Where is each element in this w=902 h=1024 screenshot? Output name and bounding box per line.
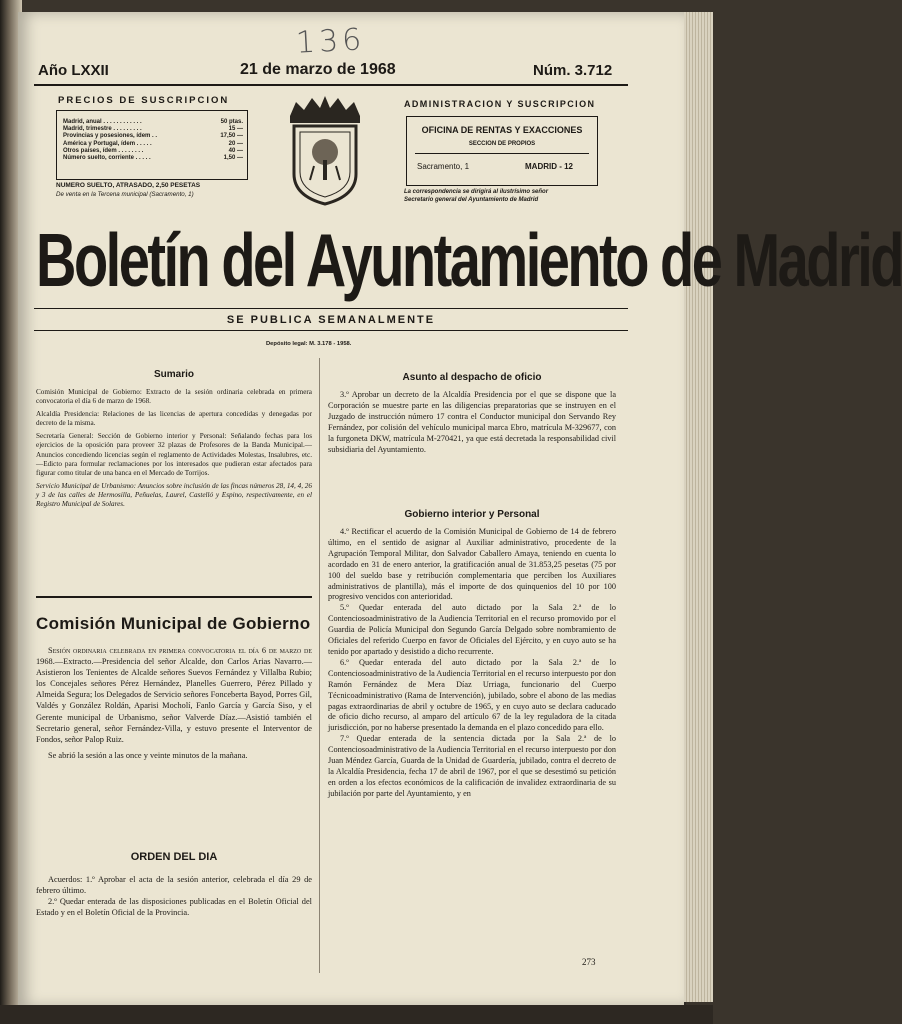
administration-heading: ADMINISTRACION Y SUSCRIPCION bbox=[404, 99, 596, 109]
prices-box bbox=[56, 110, 248, 180]
item-5-text: 5.º Quedar enterada del auto dictado por la Sala 2.ª de lo Contenciosoadministrativo de la Audiencia Territorial en el recurso promovido por el Guardia de Policía Municipal don Segundo García Delgado sobre nombramiento de Oficiales del referido Cuerpo en favor de Oficiales del Ejército, y en cuyo auto se ha tenido por apartado y desistido a dicho recurrente. bbox=[328, 603, 616, 656]
price-row: Provincias y posesiones, ídem . . 17,50 — bbox=[63, 133, 243, 140]
price-row: Madrid, trimestre . . . . . . . . . 15 — bbox=[63, 126, 243, 133]
issue-year: Año LXXII bbox=[38, 62, 109, 79]
newspaper-title: Boletín del Ayuntamiento de Madrid bbox=[36, 217, 902, 303]
handwritten-number: 136 bbox=[295, 22, 367, 61]
correspondence-note-1: La correspondencia se dirigirá al ilustrísimo señor bbox=[404, 189, 549, 195]
summary-heading: Sumario bbox=[153, 369, 194, 380]
price-row: Número suelto, corriente . . . . . 1,50 — bbox=[63, 155, 243, 162]
summary-item: Alcaldía Presidencia: Relaciones de las licencias de apertura concedidas y denegadas por decreto de la misma. bbox=[36, 410, 312, 428]
administration-box bbox=[406, 116, 598, 186]
order-of-day-heading: ORDEN DEL DIA bbox=[130, 851, 218, 863]
prices-heading: PRECIOS DE SUSCRIPCION bbox=[58, 95, 230, 106]
commission-heading: Comisión Municipal de Gobierno bbox=[36, 614, 311, 633]
commission-session bbox=[36, 645, 312, 761]
official-matter-heading: Asunto al despacho de oficio bbox=[402, 372, 542, 383]
office-address: Sacramento, 1 bbox=[417, 162, 470, 171]
item-3-text: 3.º Aprobar un decreto de la Alcaldía Presidencia por el que se dispone que la Corporación se muestre parte en las diligencias preparatorias que se instruyen en el Juzgado de instrucción número 17 contra el Conductor municipal don Servando Rey Fernández, por colisión del vehículo municipal marca Ebro, matrícula M-329677, con la furgoneta DKW, matrícula M-270421, ya que está decretada la responsabilidad civil subsidiaria del Ayuntamiento. bbox=[328, 390, 616, 454]
title-rule bbox=[34, 308, 628, 309]
sale-point: De venta en la Tercena municipal (Sacramento, 1) bbox=[56, 191, 194, 198]
item-4-text: 4.º Rectificar el acuerdo de la Comisión Municipal de Gobierno de 14 de febrero último, en el sentido de asignar al Auxiliar administrativo, procedente de la Agrupación Temporal Militar, don Salvador Caballero Amaya, teniendo en cuenta lo acordado en 31 de enero anterior, la gratificación anual de 31.853,25 pesetas (75 por 100 del sueldo base y retribución complementaria que perciben los Auxiliares administrativos de plantilla), más el importe de dos quinquenios del 10 por 100 progresivo vencidos con anterioridad. bbox=[328, 527, 616, 602]
page-stack-edge bbox=[684, 12, 713, 1002]
office-name: OFICINA DE RENTAS Y EXACCIONES bbox=[421, 125, 583, 135]
summary-list bbox=[36, 388, 312, 509]
office-rule bbox=[415, 153, 589, 154]
scan-background bbox=[0, 1005, 713, 1024]
personnel-items bbox=[328, 527, 616, 800]
office-section: SECCION DE PROPIOS bbox=[468, 141, 536, 147]
price-row: Otros países, ídem . . . . . . . . 40 — bbox=[63, 147, 243, 154]
issue-date: 21 de marzo de 1968 bbox=[240, 61, 396, 78]
price-row: América y Portugal, ídem . . . . . 20 — bbox=[63, 140, 243, 147]
agreements bbox=[36, 874, 312, 918]
agreement-2: 2.º Quedar enterada de las disposiciones publicadas en el Boletín Oficial del Estado y en el Boletín Oficial de la Provincia. bbox=[36, 897, 312, 918]
item-6-text: 6.º Quedar enterada del auto dictado por la Sala 2.ª de lo Contenciosoadministrativo de la Audiencia Territorial en el recurso interpuesto por don Ramón Fernández de Mera Díaz Urriaga, funcionario del Cuerpo Técnicoadministrativo (Rama de Intervención), jubilado, sobre el abono de las medias pagas extraordinarias de abril y octubre de 1965, y en cuyo auto se declara caducado de oficio dicho recurso, al amparo del artículo 67 de la ley reguladora de la citada jurisdicción, por no haberse presentado la demanda en el plazo concedido para ello. bbox=[328, 657, 616, 733]
personnel-heading: Gobierno interior y Personal bbox=[404, 509, 540, 520]
summary-item: Comisión Municipal de Gobierno: Extracto de la sesión ordinaria celebrada en primera convocatoria el día 6 de marzo de 1968. bbox=[36, 388, 312, 406]
session-opening: Se abrió la sesión a las once y veinte minutos de la mañana. bbox=[48, 750, 248, 760]
column-divider bbox=[319, 358, 320, 973]
correspondence-note-2: Secretario general del Ayuntamiento de Madrid bbox=[404, 197, 539, 203]
issue-number: Núm. 3.712 bbox=[533, 62, 613, 79]
price-row: Madrid, anual . . . . . . . . . . . . 50 ptas. bbox=[63, 119, 243, 125]
summary-item: Secretaría General: Sección de Gobierno interior y Personal: Señalando fechas para los ejercicios de la oposición para proveer 32 plazas de Profesores de la Banda Municipal.—Anuncios concediendo licencias según el reglamento de Actividades Molestas, Insalubres, etc.—Edicto para formular reclamaciones por los interesados que pudieran estar afectados para figurar como titular de una banca en el Mercado de Torrijos. bbox=[36, 432, 312, 477]
summary-item: Servicio Municipal de Urbanismo: Anuncios sobre inclusión de las fincas números 28, 14, 4, 26 y 3 de las calles de Hermosilla, Peñuelas, Laurel, Castelló y Espino, respectivamente, en el Registro Municipal de Solares. bbox=[36, 481, 312, 509]
session-lead: Sesión ordinaria celebrada en primera convocatoria el día 6 de marzo de 1968. bbox=[36, 646, 312, 667]
top-rule bbox=[34, 84, 628, 86]
prices-table bbox=[63, 119, 243, 162]
publication-frequency: SE PUBLICA SEMANALMENTE bbox=[226, 314, 436, 326]
madrid-coat-of-arms-icon bbox=[282, 96, 368, 208]
legal-deposit: Depósito legal: M. 3.178 - 1958. bbox=[266, 341, 352, 347]
page-number: 273 bbox=[582, 957, 596, 967]
agreement-1: Acuerdos: 1.º Aprobar el acta de la sesión anterior, celebrada el día 29 de febrero último. bbox=[36, 875, 312, 896]
summary-rule bbox=[36, 596, 312, 598]
item-7-text: 7.º Quedar enterada de la sentencia dictada por la Sala 2.ª de lo Contenciosoadministrativo de la Audiencia Territorial en el recurso interpuesto por don Juan Méndez García, Guarda de la Unidad de Guardería, jubilado, contra el decreto de la Alcaldía Presidencia, fecha 17 de abril de 1967, por el que se desestimó su petición en orden a los efectos económicos de la calificación de invalidez extraordinaria de su jubilación por parte del Ayuntamiento, y en bbox=[328, 734, 616, 798]
office-city: MADRID - 12 bbox=[525, 162, 574, 171]
loose-number-price: NUMERO SUELTO, ATRASADO, 2,50 PESETAS bbox=[56, 182, 201, 189]
session-body: —Extracto.—Presidencia del señor Alcalde, don Carlos Arias Navarro.—Asistieron los Tenientes de Alcalde señores Suevos Fernández y Villalba Rubio; los Concejales señores Pérez Hernández, Planelles Guerrero, Pérez Pillado y Almeida Segura; los Delegados de Servicio señores Fonceberta Bayod, Porres Gil, Valdés y González Roldán, Aparisi Mocholí, Fanlo García y García Siso, y el Gerente municipal de Urbanismo, señor Valverde Díaz.—Asistió también el Secretario general, señor Fernández-Villa, y estuvo presente el Interventor de Fondos, señor Palop Ruiz. bbox=[36, 657, 312, 744]
subtitle-rule bbox=[34, 330, 628, 331]
